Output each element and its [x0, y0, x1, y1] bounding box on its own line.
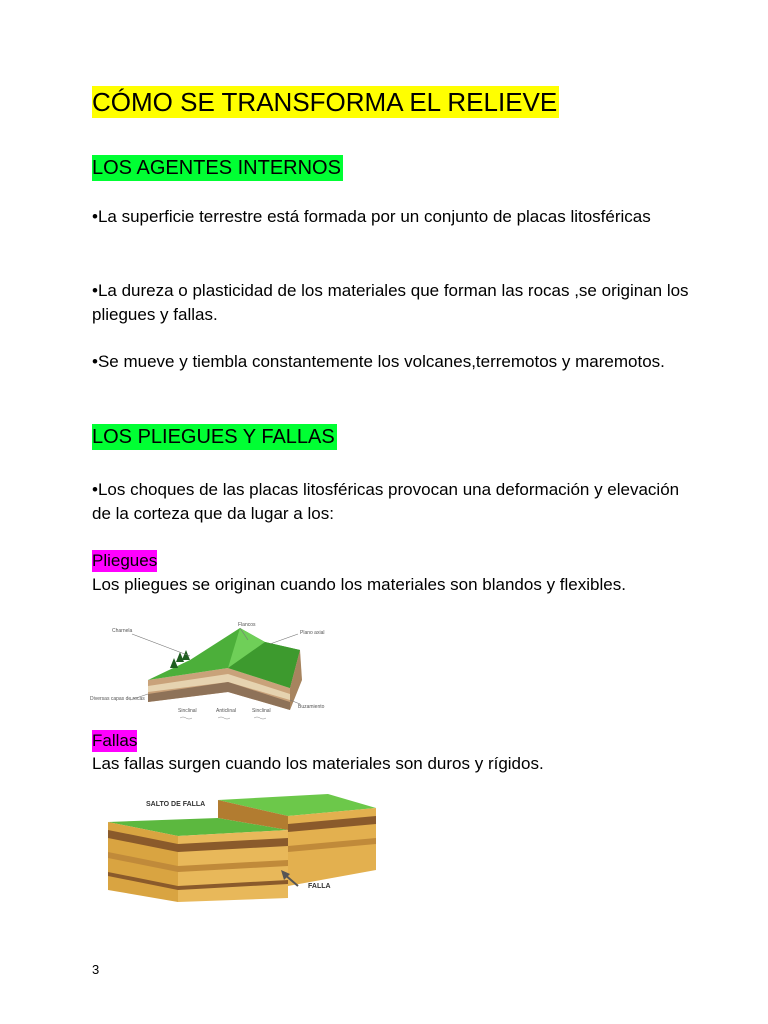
label-sinclinal-2: Sinclinal	[252, 708, 271, 714]
bullet-volcanes: •Se mueve y tiembla constantemente los volcanes,terremotos y maremotos.	[92, 352, 665, 371]
label-flancos: Flancos	[238, 622, 256, 628]
section-heading-agentes-internos: LOS AGENTES INTERNOS	[92, 157, 341, 179]
bullet-dureza: •La dureza o plasticidad de los materiales que forman las rocas ,se originan los pliegues y fallas.	[92, 281, 689, 324]
label-charnela: Charnela	[112, 628, 133, 634]
intro-choques: •Los choques de las placas litosféricas provocan una deformación y elevación de la corteza que da lugar a los:	[92, 480, 680, 523]
fallas-text: Las fallas surgen cuando los materiales son duros y rígidos.	[92, 754, 544, 773]
page-title: CÓMO SE TRANSFORMA EL RELIEVE	[92, 87, 558, 117]
subheading-pliegues: Pliegues	[92, 551, 158, 570]
bullet-placas: •La superficie terrestre está formada por un conjunto de placas litosféricas	[92, 207, 651, 226]
label-plano-axial: Plano axial	[300, 630, 325, 636]
section-heading-pliegues-fallas: LOS PLIEGUES Y FALLAS	[92, 426, 335, 448]
pliegues-text: Los pliegues se originan cuando los materiales son blandos y flexibles.	[92, 575, 626, 594]
label-buzamiento: Buzamiento	[298, 704, 325, 710]
subheading-fallas: Fallas	[92, 731, 138, 750]
fault-diagram	[98, 790, 380, 908]
fold-diagram	[90, 620, 340, 728]
label-falla: FALLA	[308, 883, 331, 890]
page-number: 3	[92, 962, 100, 977]
label-salto-de-falla: SALTO DE FALLA	[146, 801, 206, 808]
label-sinclinal-1: Sinclinal	[178, 708, 197, 714]
label-anticlinal: Anticlinal	[216, 708, 237, 714]
label-diversas-capas: Diversas capas de rocas	[90, 696, 145, 702]
